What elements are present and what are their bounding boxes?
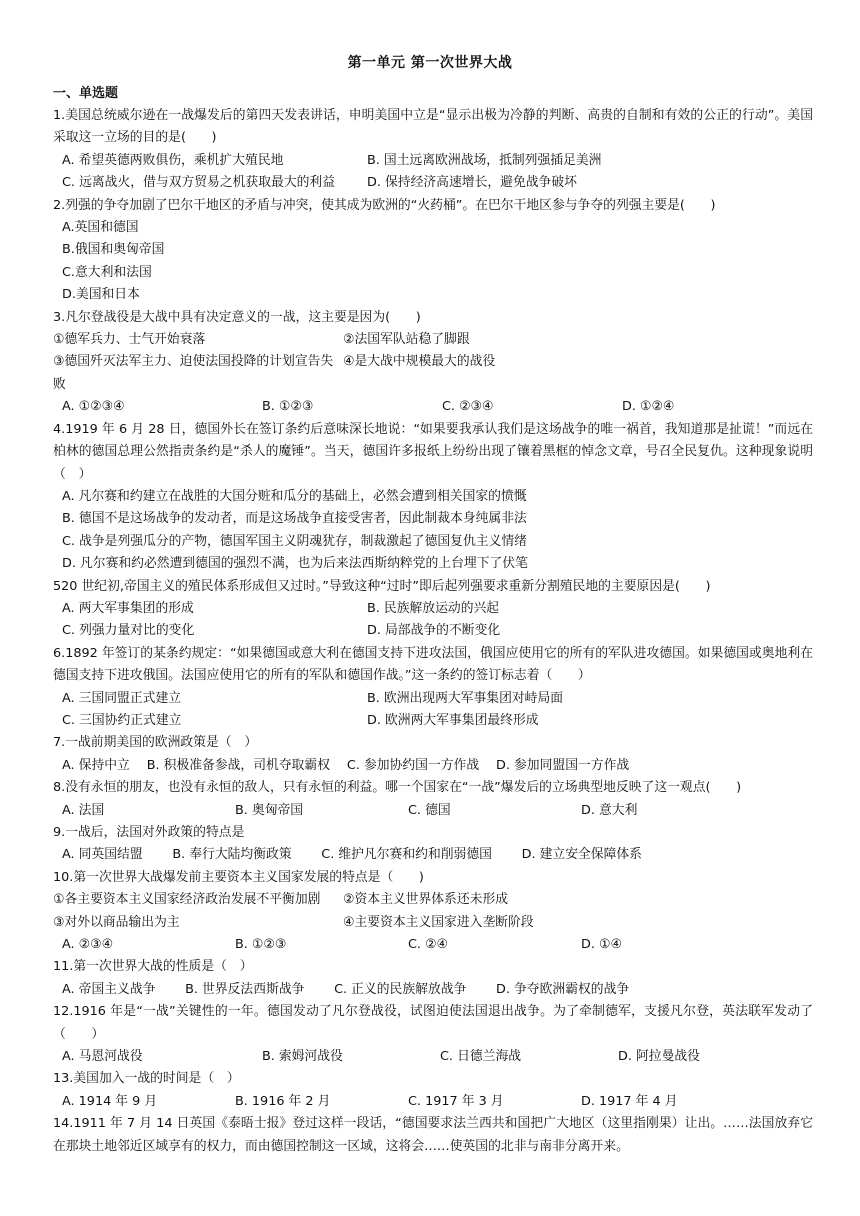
option-c[interactable]: C. ②④ [408,937,449,953]
options [53,150,813,195]
statement-item: ③德国歼灭法军主力、迫使法国投降的计划宣告失败 [53,354,334,392]
option-c[interactable]: C. ②③④ [442,399,494,415]
question-stem: 11.第一次世界大战的性质是（ ） [53,959,253,975]
option-d[interactable]: D. 参加同盟国一方作战 [496,757,630,773]
option-b[interactable]: B. ①②③ [262,399,314,415]
option-c[interactable]: C. 维护凡尔赛和约和削弱德国 [321,847,492,863]
question-13 [53,1068,813,1113]
option-a[interactable]: A. 三国同盟正式建立 [62,690,182,706]
option-c[interactable]: C. 列强力量对比的变化 [62,623,195,639]
option-d[interactable]: D.美国和日本 [62,287,140,303]
question-stem: 12.1916 年是“一战”关键性的一年。德国发动了凡尔登战役，试图迫使法国退出战争。为了牵制德军，支援凡尔登，英法联军发动了（ ） [53,1004,813,1042]
option-d[interactable]: D. 争夺欧洲霸权的战争 [496,981,630,997]
statement-item: ③对外以商品输出为主 [53,914,180,930]
option-b[interactable]: B. 1916 年 2 月 [235,1093,331,1109]
statement-item: ④是大战中规模最大的战役 [343,354,496,370]
option-c[interactable]: C. 德国 [408,802,451,818]
page-title: 第一单元 第一次世界大战 [347,55,513,71]
question-14 [53,1113,813,1158]
option-d[interactable]: D. 凡尔赛和约必然遭到德国的强烈不满，也为后来法西斯纳粹党的上台埋下了伏笔 [62,556,528,572]
question-stem: 520 世纪初,帝国主义的殖民体系形成但又过时。”导致这种“过时”即后起列强要求重新分割殖民地的主要原因是( ) [53,578,711,594]
question-9 [53,822,813,867]
option-a[interactable]: A. 保持中立 [62,757,130,773]
option-a[interactable]: A. 希望英德两败俱伤，乘机扩大殖民地 [62,152,284,168]
question-stem: 2.列强的争夺加剧了巴尔干地区的矛盾与冲突，使其成为欧洲的“火药桶”。在巴尔干地区参与争夺的列强主要是( ) [53,197,716,213]
question-7 [53,732,813,777]
question-stem: 3.凡尔登战役是大战中具有决定意义的一战，这主要是因为( ) [53,309,421,325]
option-d[interactable]: D. 意大利 [581,802,638,818]
options [53,598,813,643]
option-a[interactable]: A. 同英国结盟 [62,847,143,863]
options [53,844,813,866]
option-c[interactable]: C. 1917 年 3 月 [408,1093,504,1109]
option-a[interactable]: A. 马恩河战役 [62,1049,143,1065]
question-8 [53,777,813,822]
option-d[interactable]: D. ①②④ [622,399,675,415]
option-c[interactable]: C. 参加协约国一方作战 [346,757,480,773]
statement-item: ①各主要资本主义国家经济政治发展不平衡加剧 [53,892,321,908]
question-6 [53,643,813,733]
statement-items [53,889,813,934]
options [53,979,813,1001]
options [53,1091,813,1113]
option-b[interactable]: B.俄国和奥匈帝国 [62,242,165,258]
statement-item: ②资本主义世界体系还未形成 [343,892,509,908]
option-a[interactable]: A. ①②③④ [62,399,125,415]
question-stem: 6.1892 年签订的某条约规定：“如果德国或意大利在德国支持下进攻法国，俄国应使用它的所有的军队进攻德国。如果德国或奥地利在德国支持下进攻俄国。法国应使用它的所有的军队和德国作战。”这一条约的签订标志着（ ） [53,645,813,684]
option-a[interactable]: A. 法国 [62,802,105,818]
option-a[interactable]: A. 两大军事集团的形成 [62,600,194,616]
statement-item: ②法国军队站稳了脚跟 [343,332,470,348]
options [53,217,813,307]
option-b[interactable]: B. 索姆河战役 [262,1049,343,1065]
option-c[interactable]: C.意大利和法国 [62,264,152,280]
section-heading: 一、单选题 [53,86,119,101]
option-c[interactable]: C. 三国协约正式建立 [62,712,182,728]
option-b[interactable]: B. 积极准备参战，司机夺取霸权 [146,757,331,773]
option-c[interactable]: C. 战争是列强瓜分的产物，德国军国主义阴魂犹存，制裁激起了德国复仇主义情绪 [62,533,527,549]
question-11 [53,956,813,1001]
options [53,800,813,822]
question-10 [53,867,813,957]
option-a[interactable]: A. 1914 年 9 月 [62,1093,158,1109]
question-12 [53,1001,813,1068]
option-d[interactable]: D. 阿拉曼战役 [618,1049,700,1065]
option-a[interactable]: A. ②③④ [62,937,114,953]
option-b[interactable]: B. 世界反法西斯战争 [185,981,305,997]
options [53,486,813,576]
option-d[interactable]: D. 局部战争的不断变化 [367,623,501,639]
question-stem: 1.美国总统威尔逊在一战爆发后的第四天发表讲话，申明美国中立是“显示出极为冷静的判断、高贵的自制和有效的公正的行动”。美国采取这一立场的目的是( ) [53,108,813,146]
question-stem: 8.没有永恒的朋友，也没有永恒的敌人，只有永恒的利益。哪一个国家在“一战”爆发后的立场典型地反映了这一观点( ) [53,780,742,796]
option-d[interactable]: D. 欧洲两大军事集团最终形成 [367,712,539,728]
option-b[interactable]: B. 奉行大陆均衡政策 [172,847,292,863]
option-b[interactable]: B. 德国不是这场战争的发动者，而是这场战争直接受害者，因此制裁本身纯属非法 [62,511,527,527]
option-c[interactable]: C. 日德兰海战 [440,1049,522,1065]
option-a[interactable]: A.英国和德国 [62,220,139,236]
question-2 [53,195,813,307]
question-1 [53,105,813,195]
statement-item: ④主要资本主义国家进入垄断阶段 [343,914,534,930]
options [53,1046,813,1068]
question-3 [53,307,813,419]
option-d[interactable]: D. 保持经济高速增长，避免战争破坏 [367,175,577,191]
option-b[interactable]: B. 民族解放运动的兴起 [367,600,500,616]
option-a[interactable]: A. 帝国主义战争 [62,981,156,997]
options [53,396,813,418]
question-stem: 7.一战前期美国的欧洲政策是（ ） [53,735,258,751]
option-a[interactable]: A. 凡尔赛和约建立在战胜的大国分赃和瓜分的基础上，必然会遭到相关国家的愤慨 [62,488,527,504]
option-d[interactable]: D. 1917 年 4 月 [581,1093,678,1109]
option-d[interactable]: D. ①④ [581,937,622,953]
question-stem: 9.一战后，法国对外政策的特点是 [53,825,245,840]
question-stem: 10.第一次世界大战爆发前主要资本主义国家发展的特点是（ ) [53,869,424,885]
option-b[interactable]: B. 奥匈帝国 [235,802,304,818]
option-c[interactable]: C. 远离战火，借与双方贸易之机获取最大的利益 [62,175,336,191]
question-list [53,105,813,1158]
question-5 [53,576,813,643]
options [53,934,813,956]
question-stem: 4.1919 年 6 月 28 日，德国外长在签订条约后意味深长地说：“如果要我承认我们是这场战争的唯一祸首，我知道那是扯谎！”而远在柏林的德国总理公然指责条约是“杀人的魔锤”。当天，德国许多报纸上纷纷出现了镶着黑框的悼念文章，号召全民复仇。这种现象说明（ ） [53,421,813,482]
option-b[interactable]: B. ①②③ [235,937,287,953]
question-4 [53,419,813,576]
options [53,755,813,777]
options [53,688,813,733]
statement-items [53,329,813,396]
option-b[interactable]: B. 国土远离欧洲战场，抵制列强插足美洲 [367,152,602,168]
question-stem: 13.美国加入一战的时间是（ ） [53,1071,240,1087]
question-stem: 14.1911 年 7 月 14 日英国《泰晤士报》登过这样一段话，“德国要求法兰西共和国把广大地区（这里指刚果）让出。……法国放弃它在那块土地邻近区域享有的权力，而由德国控制这一区域，这将会……使英国的北非与南非分离开来。 [53,1116,813,1154]
option-c[interactable]: C. 正义的民族解放战争 [334,981,467,997]
statement-item: ①德军兵力、士气开始衰落 [53,332,206,348]
option-d[interactable]: D. 建立安全保障体系 [521,847,642,863]
option-b[interactable]: B. 欧洲出现两大军事集团对峙局面 [367,690,564,706]
